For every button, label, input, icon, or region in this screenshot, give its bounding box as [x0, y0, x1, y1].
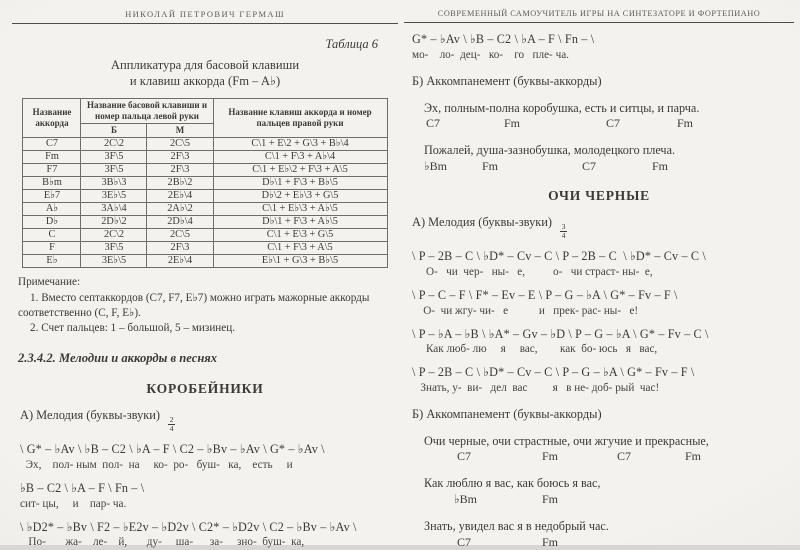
section-heading: 2.3.4.2. Мелодии и аккорды в песнях	[18, 351, 398, 366]
table-cell: 3B♭\3	[81, 177, 147, 190]
chord-line	[424, 492, 794, 507]
table-cell: 2B♭\2	[147, 177, 213, 190]
accompaniment-heading-ochi: Б) Аккомпанемент (буквы-аккорды)	[412, 407, 794, 422]
melody-lyrics: мо- ло- дец- ко- го пле- ча.	[412, 48, 794, 62]
chord-symbol: Fm	[685, 449, 701, 464]
chord-symbol: ♭Bm	[424, 159, 447, 174]
fingering-table-head	[23, 98, 387, 138]
table-cell: 2C\2	[81, 138, 147, 151]
table-cell: C\1 + E\2 + G\3 + B♭\4	[213, 138, 387, 151]
note-item-2: 2. Счет пальцев: 1 – большой, 5 – мизинец.	[18, 321, 398, 336]
ochi-melody-lines	[404, 249, 794, 395]
table-cell: C\1 + E\3 + G\5	[213, 229, 387, 242]
sub-header-b: Б	[81, 124, 147, 138]
chord-symbol: C7	[606, 116, 620, 131]
table-cell: Fm	[23, 151, 81, 164]
time-signature-numerator: 3	[560, 223, 567, 232]
melody-heading-korobeiniki	[20, 408, 398, 433]
table-cell: 2D♭\2	[81, 216, 147, 229]
table-row	[23, 164, 387, 177]
table-cell: 2F\3	[147, 242, 213, 255]
table-cell: 2C\5	[147, 229, 213, 242]
table-cell: 3A♭\4	[81, 203, 147, 216]
table-cell: F7	[23, 164, 81, 177]
melody-lyrics: сит- цы, и пар- ча.	[20, 497, 398, 511]
table-cell: B♭m	[23, 177, 81, 190]
right-header-rule	[404, 22, 794, 23]
song-title-korobeiniki: КОРОБЕЙНИКИ	[12, 381, 398, 397]
table-row	[23, 190, 387, 203]
table-cell: 3F\5	[81, 242, 147, 255]
table-cell: 3E♭\5	[81, 255, 147, 268]
table-row	[23, 138, 387, 151]
time-signature-numerator: 2	[168, 416, 175, 425]
melody-line-group	[412, 327, 794, 357]
table-cell: D♭\1 + F\3 + A♭\5	[213, 216, 387, 229]
table-row	[23, 151, 387, 164]
notes-block	[18, 275, 398, 335]
accompaniment-line-group	[424, 143, 794, 174]
table-title	[12, 57, 398, 90]
melody-line-group	[412, 365, 794, 395]
table-cell: C\1 + F\3 + A\5	[213, 242, 387, 255]
col-header-chord: Название аккорда	[23, 98, 81, 138]
melody-heading-label: А) Мелодия (буквы-звуки)	[412, 215, 552, 229]
chord-line	[424, 116, 794, 131]
korobeiniki-melody-continuation	[404, 32, 794, 62]
melody-line-group	[412, 288, 794, 318]
melody-lyrics: Знать, у- ви- дел вас я в не- доб- рый час!	[412, 381, 794, 395]
korobeiniki-melody-lines	[12, 442, 398, 549]
time-signature-denominator: 4	[562, 232, 566, 240]
chord-symbol: Fm	[482, 159, 498, 174]
melody-lyrics: По- жа- ле- й, ду- ша- за- зно- буш- ка,	[20, 535, 398, 549]
chord-line	[424, 449, 794, 464]
table-caption: Таблица 6	[12, 37, 378, 52]
melody-notes: \ G* – ♭Av \ ♭B – C2 \ ♭A – F \ C2 – ♭Bv – ♭Av \ G* – ♭Av \	[20, 442, 398, 457]
table-cell: 2E♭\4	[147, 255, 213, 268]
accompaniment-line-group	[424, 476, 794, 507]
melody-line-group	[412, 32, 794, 62]
table-cell: A♭	[23, 203, 81, 216]
table-cell: 2F\3	[147, 151, 213, 164]
chord-symbol: Fm	[504, 116, 520, 131]
time-signature	[560, 223, 567, 240]
melody-heading-ochi	[412, 215, 794, 240]
table-cell: E♭\1 + G\3 + B♭\5	[213, 255, 387, 268]
notes-heading: Примечание:	[18, 275, 398, 290]
chord-symbol: ♭Bm	[454, 492, 477, 507]
table-cell: 3F\5	[81, 164, 147, 177]
accompaniment-line-group	[424, 434, 794, 465]
chord-symbol: Fm	[542, 535, 558, 550]
table-row	[23, 177, 387, 190]
song-title-ochi-chernye: ОЧИ ЧЕРНЫЕ	[404, 188, 794, 204]
table-title-line2: и клавиш аккорда (Fm – A♭)	[12, 73, 398, 89]
table-row	[23, 229, 387, 242]
sub-header-m: М	[147, 124, 213, 138]
table-cell: D♭\1 + F\3 + B♭\5	[213, 177, 387, 190]
table-cell: D♭\2 + E♭\3 + G\5	[213, 190, 387, 203]
melody-notes: \ ♭D2* – ♭Bv \ F2 – ♭E2v – ♭D2v \ C2* – ♭D2v \ C2 – ♭Bv – ♭Av \	[20, 520, 398, 535]
ochi-accompaniment	[404, 434, 794, 550]
table-cell: 2C\2	[81, 229, 147, 242]
accompaniment-line-group	[424, 101, 794, 132]
chord-line	[424, 535, 794, 550]
chord-symbol: C7	[617, 449, 631, 464]
time-signature	[168, 416, 175, 433]
right-running-header: СОВРЕМЕННЫЙ САМОУЧИТЕЛЬ ИГРЫ НА СИНТЕЗАТОРЕ И ФОРТЕПИАНО	[404, 0, 794, 18]
accompaniment-heading-korobeiniki: Б) Аккомпанемент (буквы-аккорды)	[412, 74, 794, 89]
table-row	[23, 203, 387, 216]
accompaniment-lyric: Очи черные, очи страстные, очи жгучие и прекрасные,	[424, 434, 794, 449]
table-cell: E♭	[23, 255, 81, 268]
accompaniment-lyric: Эх, полным-полна коробушка, есть и ситцы, и парча.	[424, 101, 794, 116]
melody-line-group	[412, 249, 794, 279]
table-cell: C7	[23, 138, 81, 151]
melody-notes: \ P – 2B – C \ ♭D* – Cv – C \ P – 2B – C \ ♭D* – Cv – C \	[412, 249, 794, 264]
left-page	[12, 0, 398, 545]
table-cell: 3F\5	[81, 151, 147, 164]
accompaniment-line-group	[424, 519, 794, 550]
chord-symbol: Fm	[677, 116, 693, 131]
chord-symbol: Fm	[542, 449, 558, 464]
table-row	[23, 255, 387, 268]
time-signature-denominator: 4	[170, 425, 174, 433]
chord-symbol: C7	[457, 449, 471, 464]
table-cell: 2A♭\2	[147, 203, 213, 216]
korobeiniki-accompaniment	[404, 101, 794, 174]
table-cell: C\1 + E♭\2 + F\3 + A\5	[213, 164, 387, 177]
table-cell: C\1 + F\3 + A♭\4	[213, 151, 387, 164]
melody-line-group	[20, 481, 398, 511]
chord-symbol: C7	[457, 535, 471, 550]
chord-symbol: Fm	[542, 492, 558, 507]
table-cell: 2E♭\4	[147, 190, 213, 203]
melody-lyrics: О- чи чер- ны- е, о- чи страст- ны- е,	[412, 265, 794, 279]
accompaniment-lyric: Знать, увидел вас я в недобрый час.	[424, 519, 794, 534]
fingering-table-body	[23, 138, 387, 268]
accompaniment-lyric: Как люблю я вас, как боюсь я вас,	[424, 476, 794, 491]
table-cell: F	[23, 242, 81, 255]
table-row	[23, 242, 387, 255]
melody-lyrics: Как люб- лю я вас, как бо- юсь я вас,	[412, 342, 794, 356]
melody-lyrics: О- чи жгу- чи- е и прек- рас- ны- е!	[412, 304, 794, 318]
melody-notes: ♭B – C2 \ ♭A – F \ Fn – \	[20, 481, 398, 496]
col-header-right-hand: Название клавиш аккорда и номер пальцев правой руки	[213, 98, 387, 138]
melody-notes: \ P – C – F \ F* – Ev – E \ P – G – ♭A \ G* – Fv – F \	[412, 288, 794, 303]
chord-symbol: C7	[582, 159, 596, 174]
right-page	[404, 0, 794, 545]
left-header-rule	[12, 23, 398, 24]
table-row	[23, 216, 387, 229]
fingering-table	[22, 98, 387, 269]
melody-notes: G* – ♭Av \ ♭B – C2 \ ♭A – F \ Fn – \	[412, 32, 794, 47]
melody-line-group	[20, 442, 398, 472]
table-cell: D♭	[23, 216, 81, 229]
chord-line	[424, 159, 794, 174]
melody-notes: \ P – ♭A – ♭B \ ♭A* – Gv – ♭D \ P – G – ♭A \ G* – Fv – C \	[412, 327, 794, 342]
chord-symbol: Fm	[652, 159, 668, 174]
col-header-bass: Название басовой клавиши и номер пальца левой руки	[81, 98, 213, 124]
table-cell: 2D♭\4	[147, 216, 213, 229]
note-item-1: 1. Вместо септаккордов (C7, F7, E♭7) можно играть мажорные аккорды соответственно (C, F, E♭).	[18, 291, 398, 321]
table-title-line1: Аппликатура для басовой клавиши	[12, 57, 398, 73]
table-cell: E♭7	[23, 190, 81, 203]
melody-notes: \ P – 2B – C \ ♭D* – Cv – C \ P – G – ♭A \ G* – Fv – F \	[412, 365, 794, 380]
table-cell: 2F\3	[147, 164, 213, 177]
melody-lyrics: Эх, пол- ным пол- на ко- ро- буш- ка, есть и	[20, 458, 398, 472]
chord-symbol: C7	[426, 116, 440, 131]
table-cell: 2C\5	[147, 138, 213, 151]
melody-heading-label: А) Мелодия (буквы-звуки)	[20, 408, 160, 422]
table-cell: C\1 + E♭\3 + A♭\5	[213, 203, 387, 216]
table-cell: C	[23, 229, 81, 242]
accompaniment-lyric: Пожалей, душа-зазнобушка, молодецкого плеча.	[424, 143, 794, 158]
left-running-header: НИКОЛАЙ ПЕТРОВИЧ ГЕРМАШ	[12, 0, 398, 19]
table-cell: 3E♭\5	[81, 190, 147, 203]
